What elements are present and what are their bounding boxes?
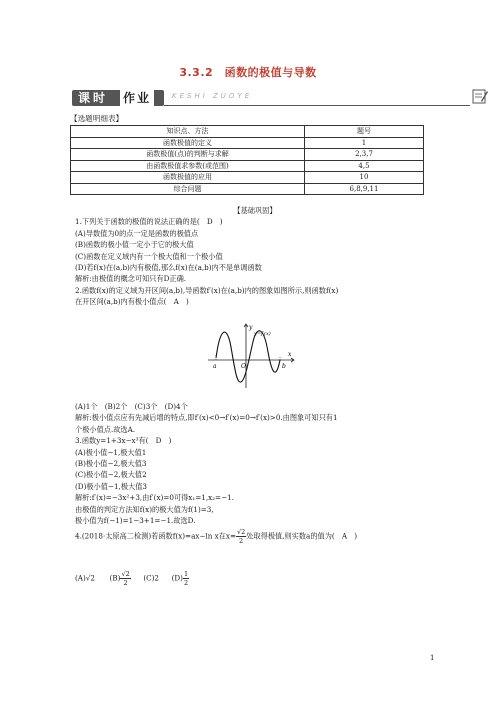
table-header-cell: 知识点、方法 [71, 126, 305, 138]
page-title: 3.3.2 函数的极值与导数 [179, 66, 317, 79]
q4-fraction: $\frac{√2}{2}$ [236, 528, 246, 545]
questions-part1 [75, 205, 435, 308]
q1-option: (B)函数的极小值一定小于它的极大值 [75, 240, 194, 250]
q4-options-line [75, 570, 435, 587]
derivative-graph [206, 322, 296, 390]
graph-label-o: O [241, 363, 246, 370]
banner-rule [164, 105, 470, 106]
table-row [71, 172, 424, 184]
topic-table [70, 125, 424, 195]
q4-option-a: (A)√2 [75, 573, 95, 583]
q2-options: (A)1个 (B)2个 (C)3个 (D)4个 [75, 402, 188, 411]
table-cell: 综合问题 [71, 183, 305, 195]
q4-stem: 4.(2018·太原高二检测)若函数f(x)=ax−ln x在x= [75, 531, 236, 541]
q4-stem-line [75, 528, 435, 545]
table-row [71, 137, 424, 149]
table-cell: 1 [305, 137, 424, 149]
q3-stem: 3.函数y=1+3x−x³有( D ) [75, 436, 172, 446]
q2-analysis: 解析:极小值点应有先减后增的特点,即f′(x)<0→f′(x)=0→f′(x)>0.由图象可知只有1 [75, 413, 338, 423]
page-number: 1 [430, 654, 435, 662]
table-cell: 函数极值(点)的判断与求解 [71, 149, 305, 161]
questions-part2 [75, 401, 435, 526]
table-cell: 4,5 [305, 160, 424, 172]
q1-stem: 1.下列关于函数的极值的说法正确的是( D ) [75, 217, 223, 227]
table-row [71, 160, 424, 172]
graph-label-y: y [249, 324, 253, 331]
table-cell: 函数极值的应用 [71, 172, 305, 184]
table-cell: 6,8,9,11 [305, 183, 424, 195]
table-cell: 由函数极值求参数(或范围) [71, 160, 305, 172]
graph-label-x: x [288, 351, 292, 358]
table-header-cell: 题号 [305, 126, 424, 138]
q2-stem: 2.函数f(x)的定义域为开区间(a,b),导函数f′(x)在(a,b)内的图象如图所示,则函数f(x) [75, 285, 339, 295]
q2-analysis: 个极小值点.故选A. [75, 424, 136, 434]
notebook-pen-icon [472, 88, 488, 104]
q3-option: (A)极小值−1,极大值1 [75, 447, 147, 457]
graph-label-b: b [282, 363, 286, 370]
q1-option: (D)若f(x)在(a,b)内有极值,那么f(x)在(a,b)内不是单调函数 [75, 263, 262, 273]
q4-stem: 处取得极值,则实数a的值为( A ) [246, 531, 358, 541]
table-row [71, 183, 424, 195]
q3-analysis: 极小值为f(−1)=1−3+1=−1.故选D. [75, 516, 196, 526]
table-header-row [71, 126, 424, 138]
graph-label-func: y=f′(x) [254, 331, 271, 337]
banner-right-text: 作业 [120, 89, 154, 106]
q3-option: (C)极小值−2,极大值2 [75, 470, 147, 480]
table-cell: 10 [305, 172, 424, 184]
q4-option-d: (D) [171, 573, 183, 583]
banner-subtitle: KESHI ZUOYE [172, 92, 253, 100]
graph-label-a: a [213, 363, 217, 370]
q3-option: (B)极小值−2,极大值3 [75, 459, 147, 469]
q3-analysis: 由极值的判定方法知f(x)的极大值为f(1)=3, [75, 504, 214, 514]
q3-option: (D)极小值−1,极大值3 [75, 481, 147, 491]
table-heading: 【选题明细表】 [70, 114, 124, 123]
q1-option: (C)函数在定义域内有一个极大值和一个极小值 [75, 251, 223, 261]
homework-banner [72, 88, 490, 108]
section-heading: 【基础巩固】 [233, 206, 277, 215]
q3-analysis: 解析:f′(x)=−3x²+3,由f′(x)=0可得x₁=1,x₂=−1. [75, 493, 234, 503]
q4-option-b: (B) [109, 573, 121, 583]
q1-option: (A)导数值为0的点一定是函数的极值点 [75, 228, 199, 238]
table-cell: 2,3,7 [305, 149, 424, 161]
derivative-curve [216, 331, 280, 382]
banner-left-text: 课时 [78, 91, 109, 105]
q4-option-d-fraction: $\frac{1}{2}$ [183, 570, 189, 587]
q4-option-b-fraction: $\frac{√2}{2}$ [121, 570, 130, 587]
table-cell: 函数极值的定义 [71, 137, 305, 149]
q2-stem: 在开区间(a,b)内有极小值点( A ) [75, 297, 189, 307]
q1-analysis: 解析:由极值的概念可知只有D正确. [75, 274, 187, 284]
q4-option-c: (C)2 [143, 573, 159, 583]
table-row [71, 149, 424, 161]
